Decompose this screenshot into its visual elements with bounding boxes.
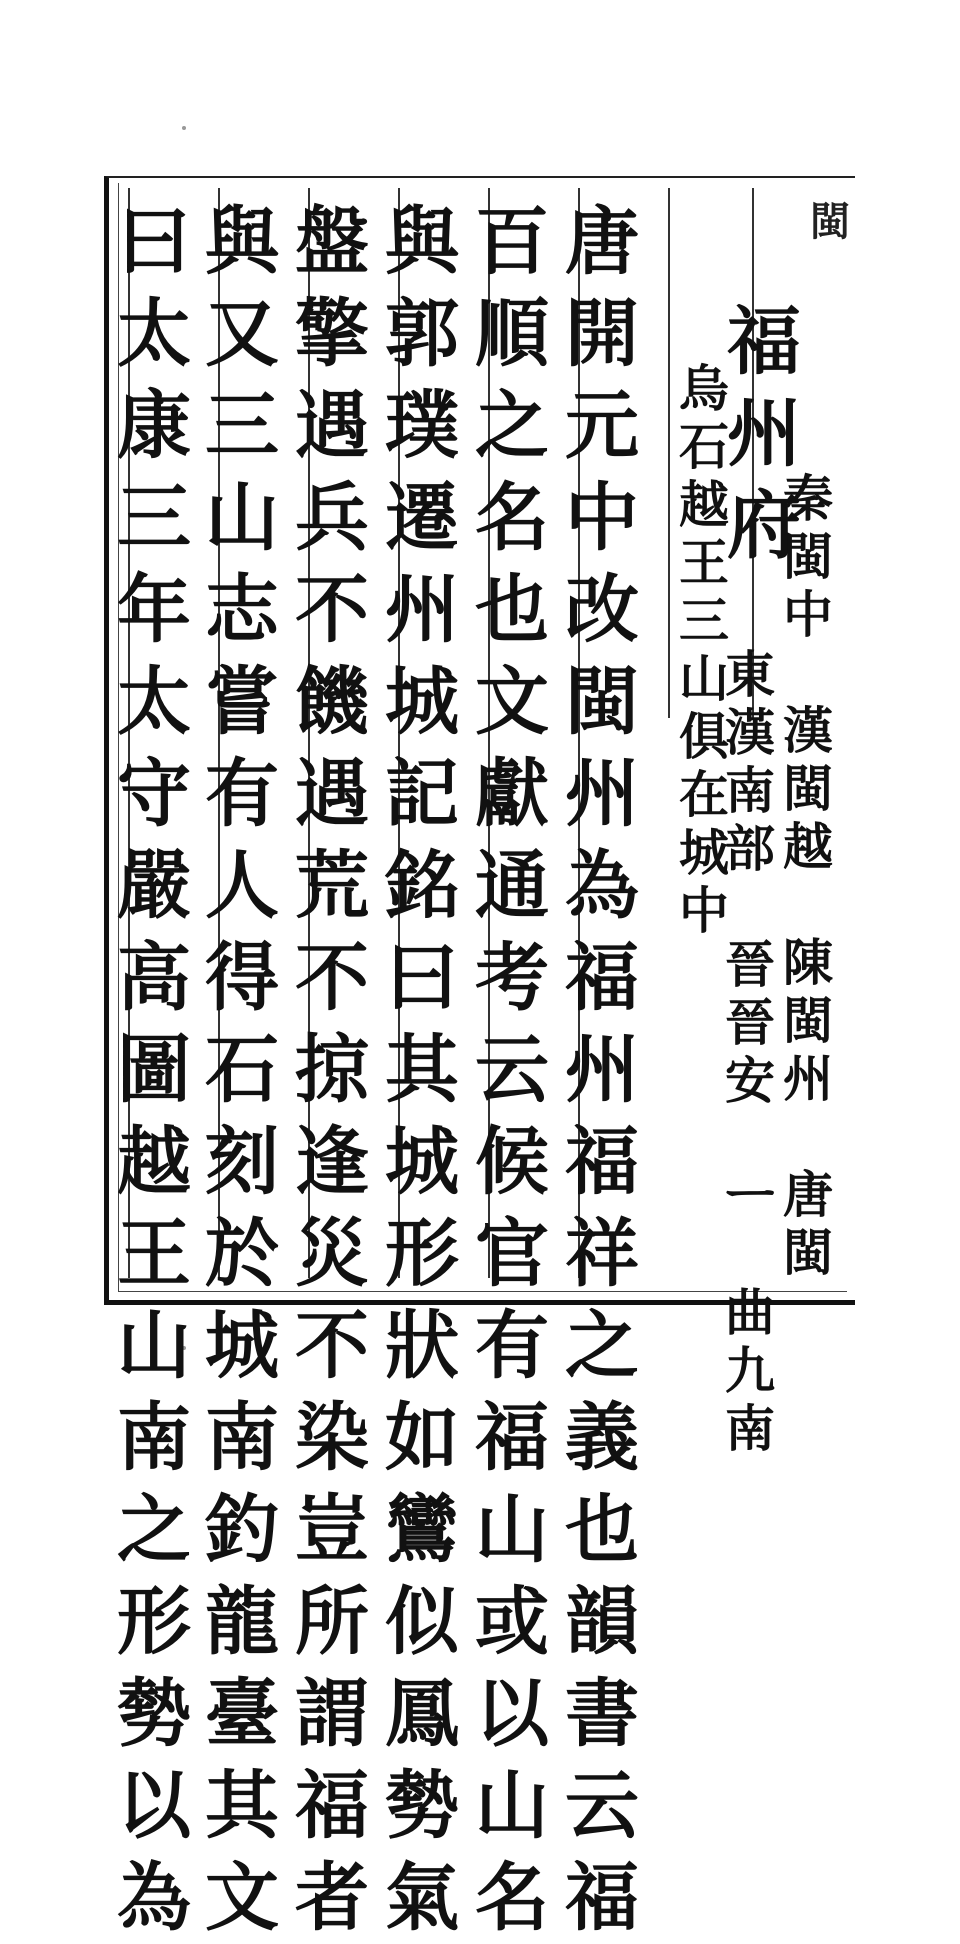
header-fragment: 閩 xyxy=(810,198,850,245)
text-column: 東 漢 南 部 晉 晉 安 ㅡ 曲 九 南 xyxy=(725,645,775,1458)
text-column: 烏 石 越 王 三 山 俱 在 城 中 xyxy=(679,359,729,940)
text-column: 福 州 府 xyxy=(727,299,801,569)
text-column: 秦 閩 中 漢 閩 越 陳 閩 州 唐 閩 xyxy=(783,469,833,1282)
text-column: 與 郭 璞 遷 州 城 記 銘 曰 其 城 形 狀 如 鸞 似 鳳 勢 氣 xyxy=(385,199,459,1941)
text-column: 盤 擎 遇 兵 不 饑 遇 荒 不 掠 逢 災 不 染 豈 所 謂 福 者 xyxy=(295,199,369,1941)
text-column: 唐 開 元 中 改 閩 州 為 福 州 福 祥 之 義 也 韻 書 云 福 xyxy=(565,199,639,1941)
text-column: 曰 太 康 三 年 太 守 嚴 高 圖 越 王 山 南 之 形 勢 以 為 xyxy=(117,199,191,1941)
text-column: 百 順 之 名 也 文 獻 通 考 云 候 官 有 福 山 或 以 山 名 xyxy=(475,199,549,1941)
text-column: 與 又 三 山 志 嘗 有 人 得 石 刻 於 城 南 釣 龍 臺 其 文 xyxy=(205,199,279,1941)
column-rule xyxy=(668,188,670,718)
speck xyxy=(182,126,186,130)
